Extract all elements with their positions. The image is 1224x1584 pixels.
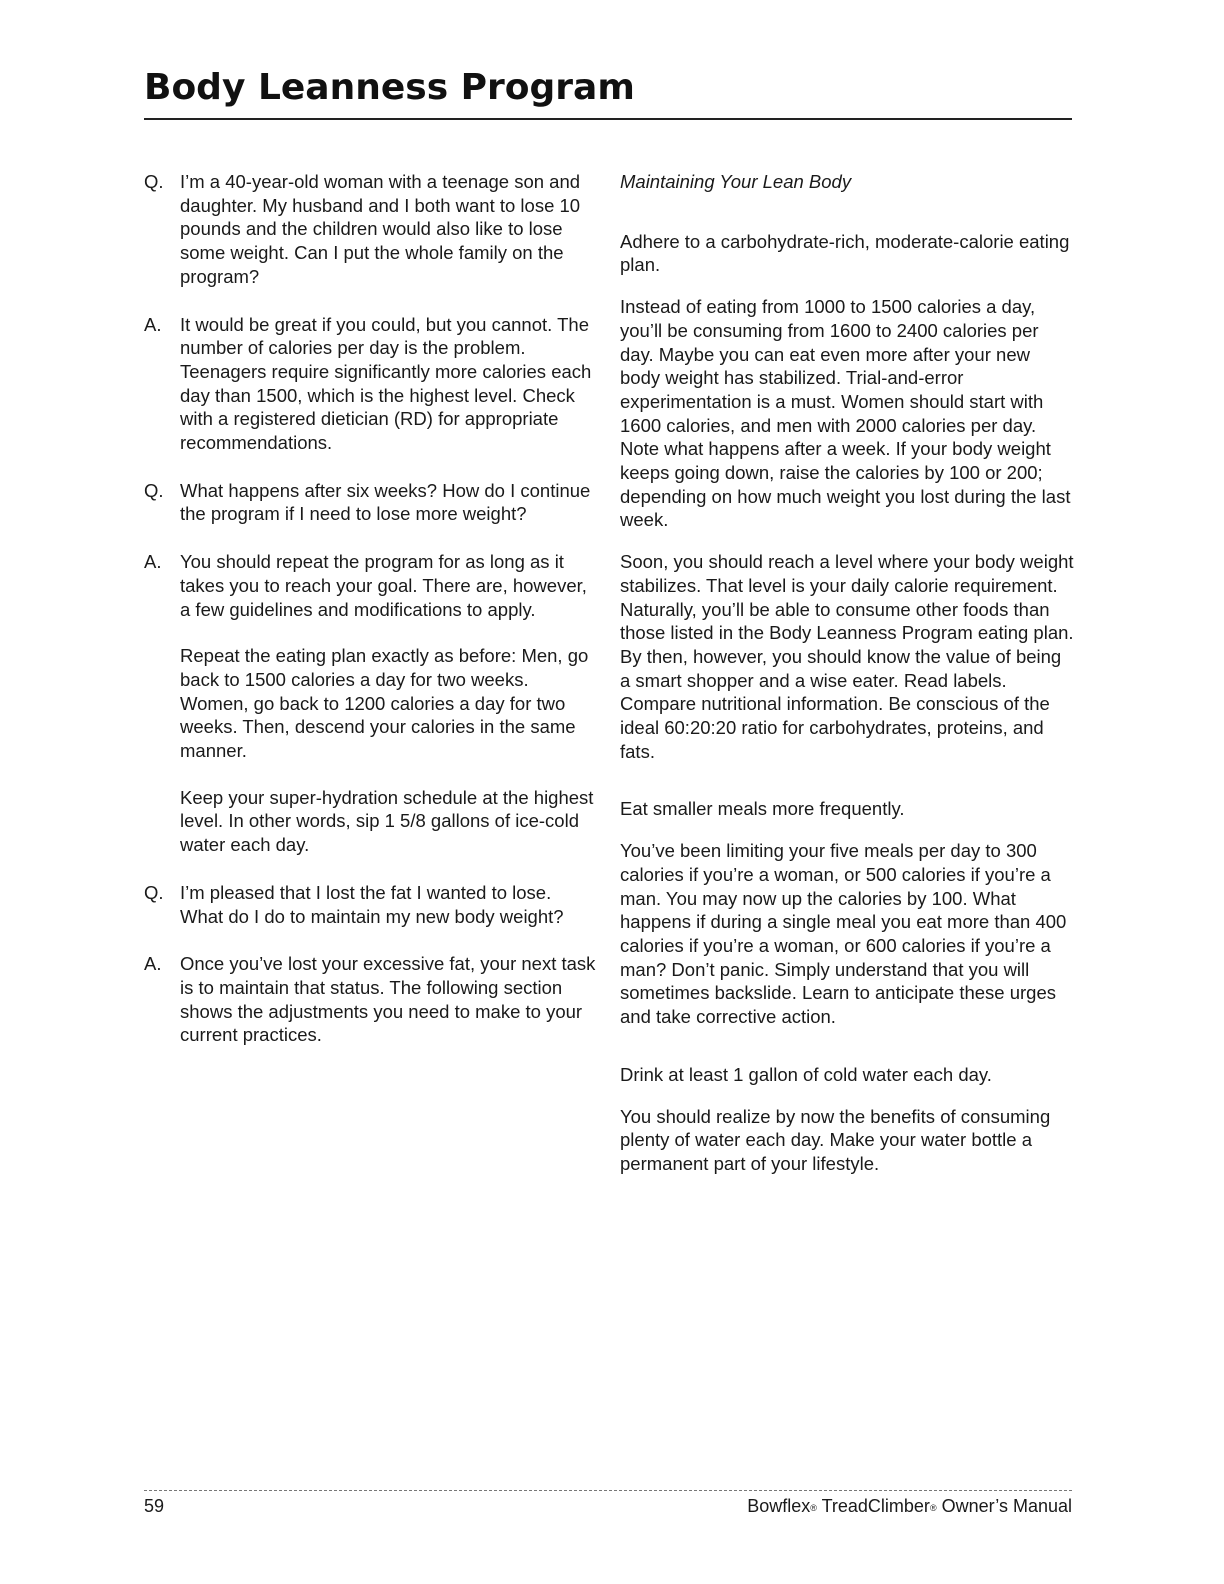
qa-marker: Q. <box>144 479 164 501</box>
qa-marker: A. <box>144 953 162 975</box>
left-column <box>144 170 596 1071</box>
guideline: Drink at least 1 gallon of cold water each day. <box>620 1063 992 1085</box>
qa-text <box>180 170 596 289</box>
page-number: 59 <box>144 1496 165 1516</box>
guideline: Adhere to a carbohydrate-rich, moderate-calorie eating plan. <box>620 230 1070 276</box>
qa-text <box>180 479 596 526</box>
qa-item <box>144 170 596 289</box>
qa-marker: A. <box>144 313 162 335</box>
qa-paragraph: I’m pleased that I lost the fat I wanted to lose. What do I do to maintain my new body weight? <box>180 881 564 927</box>
footer-manual-title <box>747 1495 1072 1517</box>
qa-text <box>180 881 596 928</box>
body-paragraph: You should realize by now the benefits of consuming plenty of water each day. Make your water bottle a permanent part of your lifestyle. <box>620 1105 1051 1174</box>
qa-paragraph: Repeat the eating plan exactly as before: Men, go back to 1500 calories a day for two weeks. Women, go back to 1200 calories a day for two weeks. Then, descend your calories in the same manner. <box>180 645 589 762</box>
footer-product: TreadClimber <box>821 1496 930 1516</box>
qa-marker: Q. <box>144 881 164 903</box>
right-column <box>620 170 1075 1194</box>
body-paragraph: You’ve been limiting your five meals per day to 300 calories if you’re a woman, or 500 calories if you’re a man. You may now up the calories by 100. What happens if during a single meal you eat more than 400 calories if you’re a woman, or 600 calories if you’re a man? Don’t panic. Simply understand that you will sometimes backslide. Learn to anticipate these urges and take corrective action. <box>620 840 1067 1028</box>
qa-paragraph: I’m a 40-year-old woman with a teenage son and daughter. My husband and I both want to lose 10 pounds and the children would also like to lose some weight. Can I put the whole family on the program? <box>180 171 581 287</box>
registered-mark: ® <box>810 1503 817 1513</box>
guideline: Eat smaller meals more frequently. <box>620 798 905 820</box>
registered-mark: ® <box>929 1503 937 1513</box>
footer-divider <box>144 1490 1072 1491</box>
title-divider <box>144 118 1072 120</box>
body-paragraph: Soon, you should reach a level where your body weight stabilizes. That level is your daily calorie requirement. Naturally, you’ll be able to consume other foods than those listed in the Body Leanness Program eating plan. By then, however, you should know the value of being a smart shopper and a wise eater. Read labels. Compare nutritional information. Be conscious of the ideal 60:20:20 ratio for carbohydrates, proteins, and fats. <box>620 551 1074 762</box>
section-heading: Maintaining Your Lean Body <box>620 171 852 192</box>
body-paragraph: Instead of eating from 1000 to 1500 calories a day, you’ll be consuming from 1600 to 2400 calories per day. Maybe you can eat even more after your new body weight has stabilized. Trial-and-error experimentation is a must. Women should start with 1600 calories, and men with 2000 calories per day. Note what happens after a week. If your body weight keeps going down, raise the calories by 100 or 200; depending on how much weight you lost during the last week. <box>620 296 1071 531</box>
qa-paragraph: It would be great if you could, but you cannot. The number of calories per day is the problem. Teenagers require significantly more calories each day than 1500, which is the highest level. Check with a registered dietician (RD) for appropriate recommendations. <box>180 313 592 454</box>
qa-paragraph: Once you’ve lost your excessive fat, your next task is to maintain that status. The following section shows the adjustments you need to make to your current practices. <box>180 953 596 1046</box>
qa-paragraph: Keep your super-hydration schedule at the highest level. In other words, sip 1 5/8 gallons of ice-cold water each day. <box>180 786 594 856</box>
qa-marker: A. <box>144 551 162 573</box>
qa-item <box>144 550 596 857</box>
footer-manual-suffix: Owner’s Manual <box>941 1496 1072 1516</box>
qa-text <box>180 313 596 455</box>
qa-paragraph: You should repeat the program for as long as it takes you to reach your goal. There are, however, a few guidelines and modifications to apply. <box>180 551 587 620</box>
qa-marker: Q. <box>144 171 164 192</box>
qa-text <box>180 952 596 1047</box>
qa-item <box>144 479 596 526</box>
qa-item <box>144 881 596 928</box>
page-title: Body Leanness Program <box>144 67 635 108</box>
qa-text <box>180 550 596 857</box>
footer-brand: Bowflex <box>747 1496 811 1516</box>
qa-item <box>144 313 596 455</box>
qa-paragraph: What happens after six weeks? How do I continue the program if I need to lose more weight? <box>180 479 591 525</box>
qa-item <box>144 952 596 1047</box>
